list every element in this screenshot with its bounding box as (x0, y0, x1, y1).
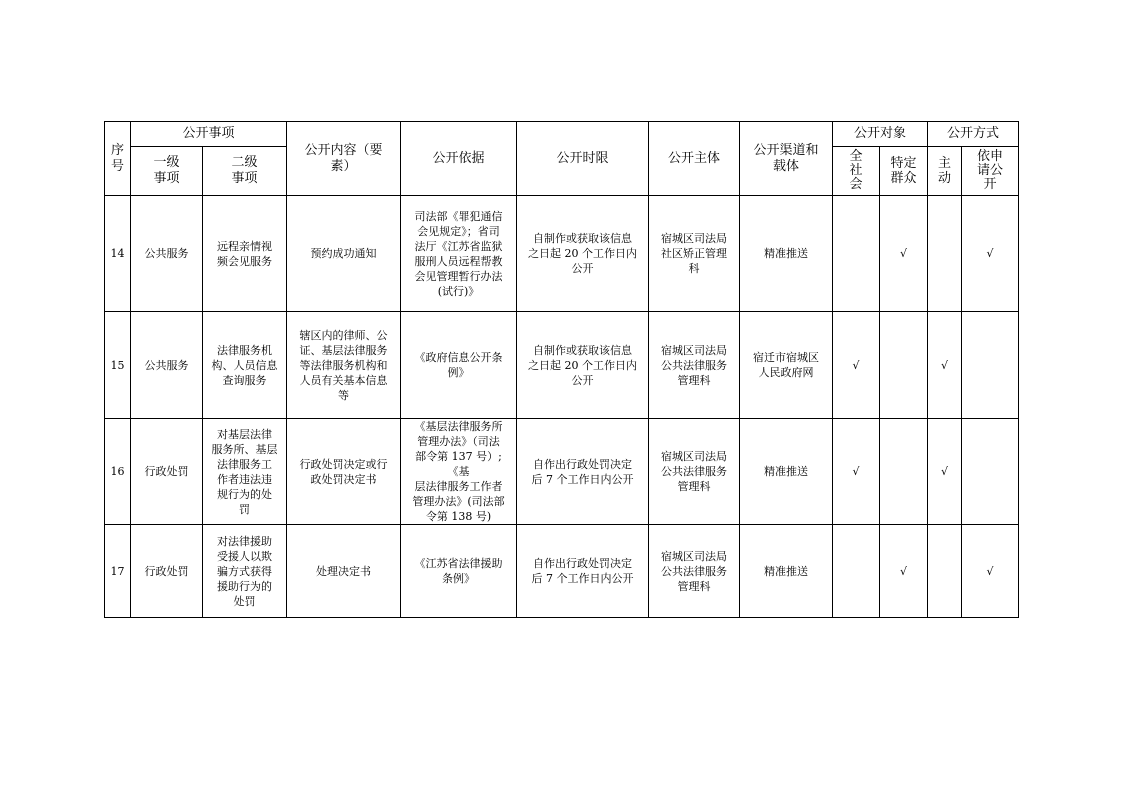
cell-level2: 远程亲情视 频会见服务 (203, 196, 287, 312)
cell-basis: 《江苏省法律援助 条例》 (401, 525, 517, 618)
cell-method-request (962, 419, 1019, 525)
cell-content: 处理决定书 (287, 525, 401, 618)
cell-seq: 14 (105, 196, 131, 312)
header-channel: 公开渠道和 载体 (740, 122, 833, 196)
cell-basis: 《政府信息公开条 例》 (401, 312, 517, 419)
table-row (105, 312, 1019, 419)
header-content: 公开内容（要 素） (287, 122, 401, 196)
cell-basis: 《基层法律服务所 管理办法》（司法 部令第 137 号）;《基 层法律服务工作者 管理办法》(司法部 令第 138 号) (401, 419, 517, 525)
cell-content: 预约成功通知 (287, 196, 401, 312)
cell-target-all (833, 196, 880, 312)
cell-target-all: √ (833, 419, 880, 525)
cell-seq: 16 (105, 419, 131, 525)
cell-subject: 宿城区司法局 公共法律服务 管理科 (649, 312, 740, 419)
header-target-specific: 特定 群众 (880, 147, 928, 196)
cell-target-all: √ (833, 312, 880, 419)
header-level1: 一级 事项 (131, 147, 203, 196)
cell-level1: 行政处罚 (131, 525, 203, 618)
header-basis: 公开依据 (401, 122, 517, 196)
cell-time-limit: 自作出行政处罚决定 后 7 个工作日内公开 (517, 525, 649, 618)
cell-method-request (962, 312, 1019, 419)
cell-subject: 宿城区司法局 公共法律服务 管理科 (649, 419, 740, 525)
cell-level1: 公共服务 (131, 312, 203, 419)
cell-method-active (928, 525, 962, 618)
header-row-1 (105, 122, 1019, 147)
table-row (105, 419, 1019, 525)
cell-channel: 精准推送 (740, 196, 833, 312)
header-subject: 公开主体 (649, 122, 740, 196)
cell-time-limit: 自制作或获取该信息 之日起 20 个工作日内 公开 (517, 312, 649, 419)
cell-level2: 法律服务机 构、人员信息 查询服务 (203, 312, 287, 419)
cell-channel: 宿迁市宿城区 人民政府网 (740, 312, 833, 419)
cell-target-specific (880, 312, 928, 419)
cell-seq: 17 (105, 525, 131, 618)
cell-channel: 精准推送 (740, 419, 833, 525)
cell-method-active: √ (928, 312, 962, 419)
cell-level2: 对基层法律 服务所、基层 法律服务工 作者违法违 规行为的处 罚 (203, 419, 287, 525)
cell-level1: 公共服务 (131, 196, 203, 312)
cell-content: 行政处罚决定或行 政处罚决定书 (287, 419, 401, 525)
cell-method-active (928, 196, 962, 312)
header-level2: 二级 事项 (203, 147, 287, 196)
cell-channel: 精准推送 (740, 525, 833, 618)
disclosure-table (104, 121, 1019, 618)
cell-method-request: √ (962, 196, 1019, 312)
cell-time-limit: 自制作或获取该信息 之日起 20 个工作日内 公开 (517, 196, 649, 312)
cell-basis: 司法部《罪犯通信 会见规定》；省司 法厅《江苏省监狱 服刑人员远程帮教 会见管理暂行办法 (试行)》 (401, 196, 517, 312)
cell-target-specific (880, 419, 928, 525)
cell-level2: 对法律援助 受援人以欺 骗方式获得 援助行为的 处罚 (203, 525, 287, 618)
cell-method-request: √ (962, 525, 1019, 618)
header-method-request: 依申 请公 开 (962, 147, 1019, 196)
cell-subject: 宿城区司法局 公共法律服务 管理科 (649, 525, 740, 618)
cell-target-specific: √ (880, 196, 928, 312)
header-target-all: 全 社 会 (833, 147, 880, 196)
cell-level1: 行政处罚 (131, 419, 203, 525)
header-seq: 序 号 (105, 122, 131, 196)
cell-time-limit: 自作出行政处罚决定 后 7 个工作日内公开 (517, 419, 649, 525)
table-row (105, 196, 1019, 312)
cell-method-active: √ (928, 419, 962, 525)
cell-target-all (833, 525, 880, 618)
header-target: 公开对象 (833, 122, 928, 147)
header-time-limit: 公开时限 (517, 122, 649, 196)
cell-target-specific: √ (880, 525, 928, 618)
cell-content: 辖区内的律师、公 证、基层法律服务 等法律服务机构和 人员有关基本信息 等 (287, 312, 401, 419)
cell-subject: 宿城区司法局 社区矫正管理 科 (649, 196, 740, 312)
header-method-active: 主 动 (928, 147, 962, 196)
table-row (105, 525, 1019, 618)
header-matter: 公开事项 (131, 122, 287, 147)
header-method: 公开方式 (928, 122, 1019, 147)
cell-seq: 15 (105, 312, 131, 419)
